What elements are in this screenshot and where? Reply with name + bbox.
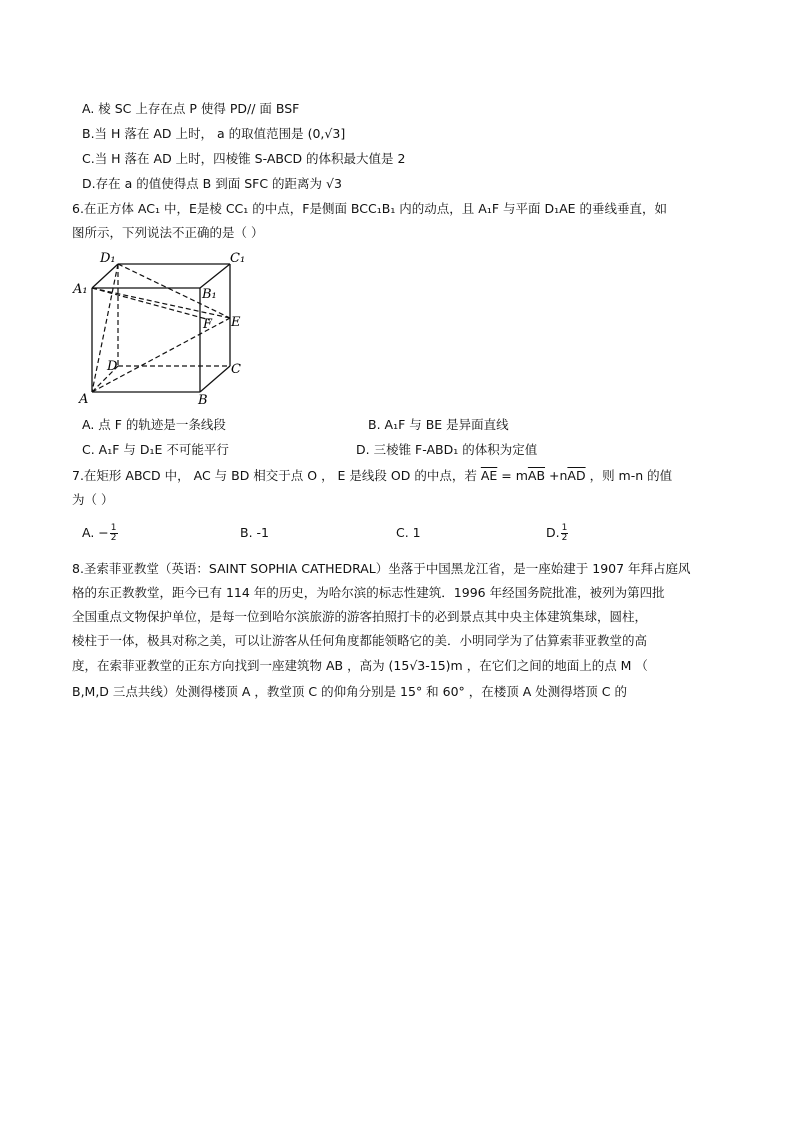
q6-option-c: C. A₁F 与 D₁E 不可能平行 (82, 442, 229, 457)
q7-stem-line1 (72, 467, 672, 485)
q6-option-b: B. A₁F 与 BE 是异面直线 (368, 417, 509, 432)
label-d1: D₁ (100, 251, 116, 266)
label-d: D (107, 359, 118, 374)
q6-option-a: A. 点 F 的轨迹是一条线段 (82, 417, 226, 432)
q7-eq: = m (497, 468, 528, 483)
cube-figure (70, 246, 250, 406)
q5-option-d: D.存在 a 的值使得点 B 到面 SFC 的距离为 √3 (82, 176, 342, 191)
q7-stem-suffix: ，则 m-n 的值 (585, 468, 673, 483)
fraction (110, 524, 118, 543)
q8-line4: 棱柱于一体，极具对称之美，可以让游客从任何角度都能领略它的美．小明同学为了估算索菲亚教堂的高 (72, 633, 648, 648)
q7-option-a (82, 524, 119, 543)
label-c1: C₁ (230, 251, 246, 266)
vector-ae: $\overline{AE}$ (480, 468, 498, 483)
fraction-numerator: 1 (561, 523, 568, 533)
q5-option-c: C.当 H 落在 AD 上时，四棱锥 S-ABCD 的体积最大值是 2 (82, 151, 406, 166)
q7-option-c: C. 1 (396, 525, 421, 540)
fraction (561, 524, 569, 543)
q7-option-a-prefix: A. − (82, 525, 109, 540)
label-f: F (203, 317, 213, 332)
q6-option-d: D. 三棱锥 F-ABD₁ 的体积为定值 (356, 442, 538, 457)
q7-option-d-prefix: D. (546, 525, 560, 540)
q7-stem-prefix: 7.在矩形 ABCD 中， AC 与 BD 相交于点 O ， E 是线段 OD 的中点，若 (72, 468, 477, 483)
label-a: A (79, 392, 89, 406)
fraction-denominator: 2 (561, 533, 568, 543)
q8-line5: 度，在索菲亚教堂的正东方向找到一座建筑物 AB ，高为 (15√3-15)m ，在它们之间的地面上的点 M （ (72, 658, 648, 673)
q6-stem-line1: 6.在正方体 AC₁ 中，E是棱 CC₁ 的中点，F是侧面 BCC₁B₁ 内的动点，且 A₁F 与平面 D₁AE 的垂线垂直，如 (72, 201, 668, 216)
q7-stem-line2: 为（ ） (72, 492, 114, 507)
q8-line1: 8.圣索菲亚教堂（英语：SAINT SOPHIA CATHEDRAL）坐落于中国黑龙江省，是一座始建于 1907 年拜占庭风 (72, 561, 691, 576)
q7-option-b: B. -1 (240, 525, 269, 540)
vector-ad: $\overline{AD}$ (567, 468, 586, 483)
fraction-numerator: 1 (110, 523, 117, 533)
q7-option-d (546, 524, 569, 543)
q6-stem-line2: 图所示，下列说法不正确的是（ ） (72, 225, 264, 240)
fraction-denominator: 2 (110, 533, 117, 543)
q8-line3: 全国重点文物保护单位，是每一位到哈尔滨旅游的游客拍照打卡的必到景点其中央主体建筑集球，圆柱， (72, 609, 648, 624)
q8-line6: B,M,D 三点共线）处测得楼顶 A ，教堂顶 C 的仰角分别是 15° 和 60° ，在楼顶 A 处测得塔顶 C 的 (72, 684, 627, 699)
label-b: B (198, 393, 208, 406)
label-c: C (231, 362, 241, 377)
label-b1: B₁ (202, 287, 217, 302)
q5-option-a: A. 棱 SC 上存在点 P 使得 PD// 面 BSF (82, 101, 300, 116)
q7-plus: +n (545, 468, 568, 483)
q5-option-b: B.当 H 落在 AD 上时， a 的取值范围是 (0,√3] (82, 126, 346, 141)
label-a1: A₁ (73, 282, 88, 297)
q8-line2: 格的东正教教堂，距今已有 114 年的历史，为哈尔滨的标志性建筑．1996 年经国务院批准，被列为第四批 (72, 585, 665, 600)
vector-ab: $\overline{AB}$ (527, 468, 546, 483)
label-e: E (231, 315, 241, 330)
